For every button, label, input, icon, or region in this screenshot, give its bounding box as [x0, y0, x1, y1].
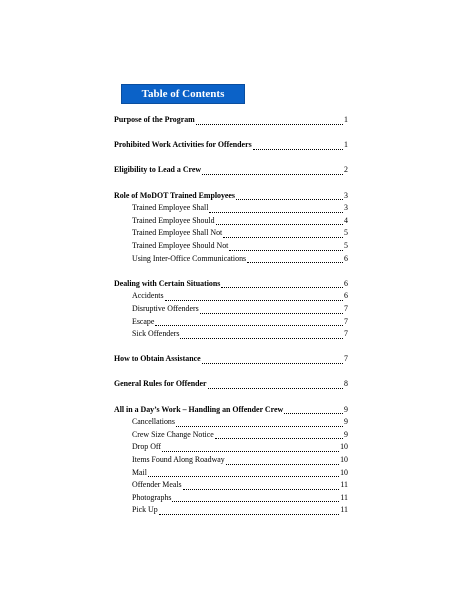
toc-page-number: 10 [340, 467, 348, 477]
toc-section-entry[interactable] [114, 353, 348, 366]
section-spacer [114, 177, 348, 190]
toc-entry-label: Pick Up [132, 505, 158, 515]
toc-subsection-entry[interactable] [114, 492, 348, 505]
toc-entry-label: General Rules for Offender [114, 379, 207, 389]
toc-entry-label: Escape [132, 316, 155, 326]
toc-page-number: 10 [340, 455, 348, 465]
section-spacer [114, 341, 348, 354]
dot-leader [176, 425, 343, 427]
toc-entry-label: Items Found Along Roadway [132, 455, 225, 465]
toc-entry-label: Disruptive Offenders [132, 303, 199, 313]
section-spacer [114, 366, 348, 379]
toc-entry-label: Cancellations [132, 417, 175, 427]
toc-section-entry[interactable] [114, 278, 348, 291]
dot-leader [172, 500, 339, 502]
toc-entry-label: Role of MoDOT Trained Employees [114, 190, 235, 200]
toc-page-number: 9 [344, 417, 348, 427]
toc-section-entry[interactable] [114, 404, 348, 417]
toc-section-entry[interactable] [114, 114, 348, 127]
dot-leader [247, 261, 343, 263]
toc-page-number: 6 [344, 253, 348, 263]
toc-page-number: 1 [344, 115, 348, 124]
toc-title: Table of Contents [121, 84, 245, 104]
toc-entry-label: Using Inter-Office Communications [132, 253, 247, 263]
dot-leader [215, 437, 343, 439]
toc-page-number: 5 [344, 228, 348, 238]
toc-subsection-entry[interactable] [114, 479, 348, 492]
toc-subsection-entry[interactable] [114, 504, 348, 517]
toc-entry-label: Purpose of the Program [114, 115, 195, 124]
section-spacer [114, 127, 348, 140]
toc-page-number: 8 [344, 379, 348, 389]
dot-leader [196, 123, 343, 125]
toc-page-number: 4 [344, 215, 348, 225]
toc-section-entry[interactable] [114, 164, 348, 177]
dot-leader [223, 236, 343, 238]
toc-entry-label: Crew Size Change Notice [132, 429, 214, 439]
dot-leader [216, 223, 343, 225]
toc-entry-label: Offender Meals [132, 480, 182, 490]
toc-entry-label: Drop Off [132, 442, 162, 452]
toc-page-number: 7 [344, 329, 348, 339]
toc-subsection-entry[interactable] [114, 416, 348, 429]
toc-entry-label: Trained Employee Shall [132, 203, 209, 213]
toc-section-entry[interactable] [114, 190, 348, 203]
toc-subsection-entry[interactable] [114, 253, 348, 266]
toc-subsection-entry[interactable] [114, 454, 348, 467]
toc-entry-label: Dealing with Certain Situations [114, 278, 221, 288]
dot-leader [284, 412, 343, 414]
toc-page-number: 6 [344, 278, 348, 288]
toc-entry-label: Prohibited Work Activities for Offenders [114, 140, 252, 150]
toc-entry-label: Trained Employee Should Not [132, 240, 229, 250]
dot-leader [209, 211, 343, 213]
toc-entry-label: All in a Day’s Work – Handling an Offender Crew [114, 404, 284, 414]
toc-subsection-entry[interactable] [114, 303, 348, 316]
dot-leader [159, 513, 340, 515]
toc-entry-label: How to Obtain Assistance [114, 354, 201, 364]
toc-page-number: 11 [340, 492, 348, 502]
section-spacer [114, 265, 348, 278]
dot-leader [208, 387, 343, 389]
toc-page-number: 7 [344, 316, 348, 326]
toc-subsection-entry[interactable] [114, 290, 348, 303]
dot-leader [202, 173, 343, 175]
toc-entry-label: Eligibility to Lead a Crew [114, 165, 202, 175]
dot-leader [180, 337, 343, 339]
toc-page-number: 6 [344, 291, 348, 301]
dot-leader [253, 148, 343, 150]
toc-page-number: 9 [344, 404, 348, 414]
toc-subsection-entry[interactable] [114, 441, 348, 454]
dot-leader [148, 475, 339, 477]
toc-page-number: 3 [344, 190, 348, 200]
toc-subsection-entry[interactable] [114, 227, 348, 240]
toc-page-number: 7 [344, 354, 348, 364]
toc-entry-label: Accidents [132, 291, 164, 301]
toc-entry-label: Mail [132, 467, 147, 477]
dot-leader [226, 463, 339, 465]
dot-leader [236, 198, 343, 200]
toc-entry-label: Trained Employee Should [132, 215, 215, 225]
dot-leader [229, 249, 343, 251]
toc-subsection-entry[interactable] [114, 328, 348, 341]
toc-subsection-entry[interactable] [114, 316, 348, 329]
toc-subsection-entry[interactable] [114, 202, 348, 215]
dot-leader [183, 488, 340, 490]
toc-page-number: 1 [344, 140, 348, 150]
toc-subsection-entry[interactable] [114, 467, 348, 480]
toc-page-number: 9 [344, 429, 348, 439]
toc-entry-label: Sick Offenders [132, 329, 180, 339]
table-of-contents [114, 114, 348, 517]
dot-leader [202, 362, 343, 364]
dot-leader [155, 324, 343, 326]
toc-entry-label: Photographs [132, 492, 172, 502]
toc-page-number: 7 [344, 303, 348, 313]
dot-leader [221, 286, 343, 288]
section-spacer [114, 152, 348, 165]
toc-subsection-entry[interactable] [114, 429, 348, 442]
section-spacer [114, 391, 348, 404]
toc-page-number: 3 [344, 203, 348, 213]
toc-subsection-entry[interactable] [114, 240, 348, 253]
toc-section-entry[interactable] [114, 139, 348, 152]
toc-page-number: 5 [344, 240, 348, 250]
toc-page-number: 10 [340, 442, 348, 452]
dot-leader [165, 299, 343, 301]
toc-subsection-entry[interactable] [114, 215, 348, 228]
toc-entry-label: Trained Employee Shall Not [132, 228, 223, 238]
dot-leader [162, 450, 339, 452]
toc-section-entry[interactable] [114, 378, 348, 391]
toc-page-number: 11 [340, 505, 348, 515]
toc-page-number: 11 [340, 480, 348, 490]
dot-leader [200, 312, 343, 314]
toc-page-number: 2 [344, 165, 348, 175]
